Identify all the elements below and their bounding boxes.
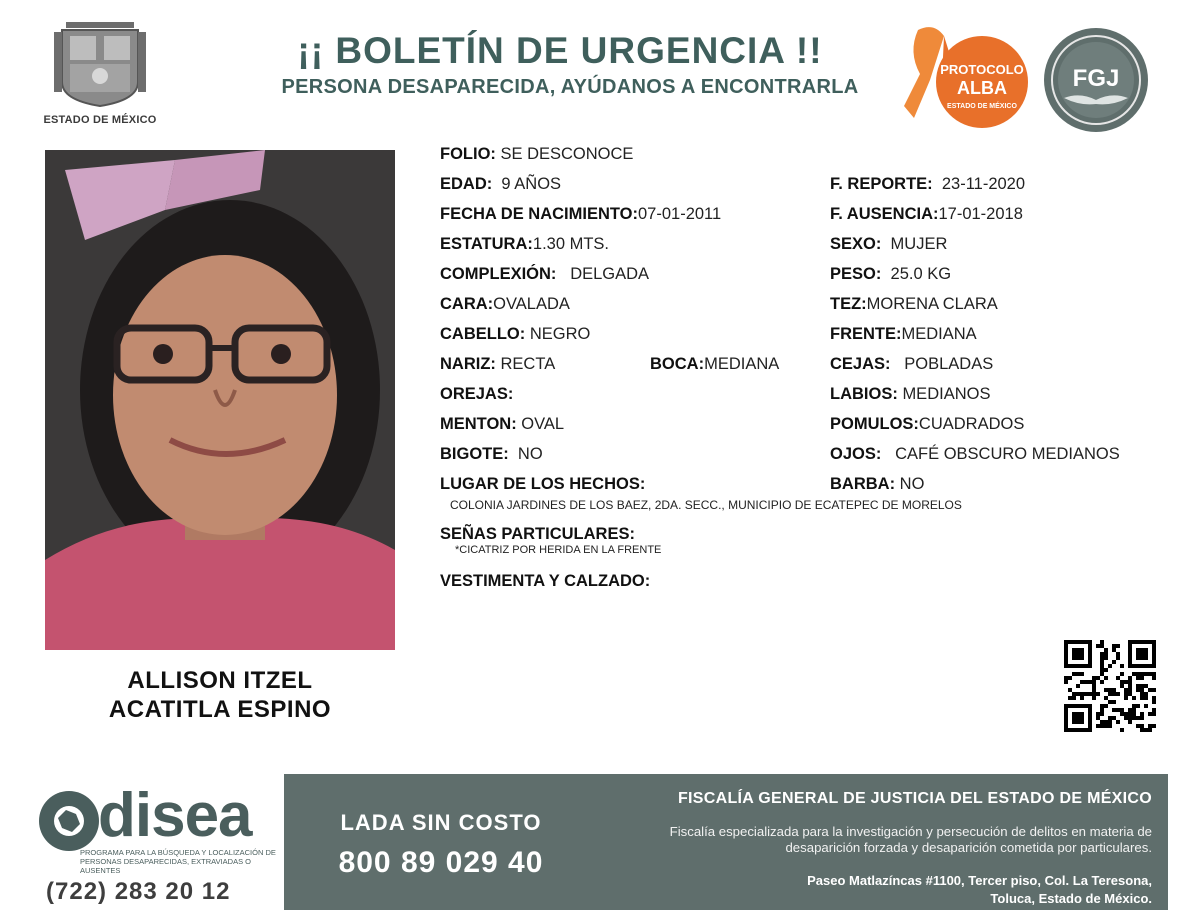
fiscalia-title: FISCALÍA GENERAL DE JUSTICIA DEL ESTADO DE MÉXICO	[677, 790, 1152, 807]
estado-de-mexico-logo	[40, 18, 160, 128]
person-first-names: ALLISON ITZEL	[127, 667, 313, 694]
field-lugar-label: LUGAR DE LOS HECHOS:	[440, 475, 646, 493]
field-f-ausencia: F. AUSENCIA:17-01-2018	[830, 205, 1023, 223]
field-tez: TEZ:MORENA CLARA	[830, 295, 998, 313]
field-fecha-nacimiento: FECHA DE NACIMIENTO:07-01-2011	[440, 205, 722, 223]
svg-text:ESTADO DE MÉXICO: ESTADO DE MÉXICO	[947, 103, 1017, 110]
bulletin-title: ¡¡ BOLETÍN DE URGENCIA !!	[297, 30, 823, 71]
field-nariz: NARIZ: RECTA	[440, 355, 556, 373]
field-f-reporte: F. REPORTE: 23-11-2020	[830, 175, 1026, 193]
person-last-names: ACATITLA ESPINO	[108, 696, 332, 723]
state-label: ESTADO DE MÉXICO	[43, 114, 157, 126]
fiscalia-address	[592, 872, 1152, 908]
footer-bar	[284, 774, 1168, 910]
svg-text:ALBA: ALBA	[957, 78, 1007, 98]
field-boca: BOCA:MEDIANA	[650, 355, 780, 373]
odisea-phone[interactable]: (722) 283 20 12	[46, 878, 231, 905]
fiscalia-description: Fiscalía especializada para la investigación y persecución de delitos en materia de desaparición forzada y desaparición cometida por particulares.	[669, 824, 1152, 855]
field-pomulos: POMULOS:CUADRADOS	[830, 415, 1025, 433]
field-edad: EDAD: 9 AÑOS	[440, 175, 562, 193]
field-ojos: OJOS: CAFÉ OBSCURO MEDIANOS	[830, 445, 1120, 463]
field-bigote: BIGOTE: NO	[440, 445, 543, 463]
address-line-2: Toluca, Estado de México.	[990, 891, 1152, 906]
field-estatura: ESTATURA:1.30 MTS.	[440, 235, 610, 253]
fgj-seal	[1040, 26, 1152, 136]
field-folio: FOLIO: SE DESCONOCE	[440, 145, 634, 163]
field-labios: LABIOS: MEDIANOS	[830, 385, 991, 403]
qr-code[interactable]	[1064, 640, 1156, 732]
coat-of-arms-icon	[40, 18, 160, 110]
toll-free-block	[284, 774, 598, 910]
field-peso: PESO: 25.0 KG	[830, 265, 952, 283]
protocolo-alba-logo	[900, 22, 1030, 132]
address-line-1: Paseo Matlazíncas #1100, Tercer piso, Col. La Teresona,	[807, 873, 1152, 888]
odisea-map-icon	[36, 788, 102, 854]
odisea-description: PROGRAMA PARA LA BÚSQUEDA Y LOCALIZACIÓN DE PERSONAS DESAPARECIDAS, EXTRAVIADAS O AUSENTES	[80, 848, 276, 875]
field-cabello: CABELLO: NEGRO	[440, 325, 591, 343]
lada-phone[interactable]: 800 89 029 40	[338, 846, 544, 879]
field-menton: MENTON: OVAL	[440, 415, 565, 433]
field-orejas: OREJAS:	[440, 385, 514, 403]
lada-label: LADA SIN COSTO	[340, 810, 542, 835]
odisea-logo	[36, 781, 276, 906]
missing-person-photo	[45, 150, 395, 650]
field-complexion: COMPLEXIÓN: DELGADA	[440, 265, 650, 283]
bulletin-subtitle: PERSONA DESAPARECIDA, AYÚDANOS A ENCONTRARLA	[281, 76, 859, 98]
field-vestimenta: VESTIMENTA Y CALZADO:	[440, 572, 651, 590]
svg-text:FGJ: FGJ	[1072, 65, 1120, 92]
field-lugar-value: COLONIA JARDINES DE LOS BAEZ, 2DA. SECC., MUNICIPIO DE ECATEPEC DE MORELOS	[450, 498, 962, 512]
field-cejas: CEJAS: POBLADAS	[830, 355, 994, 373]
odisea-wordmark: disea	[98, 781, 252, 850]
field-cara: CARA:OVALADA	[440, 295, 570, 313]
field-barba: BARBA: NO	[830, 475, 925, 493]
field-frente: FRENTE:MEDIANA	[830, 325, 977, 343]
field-senas-value: *CICATRIZ POR HERIDA EN LA FRENTE	[455, 544, 662, 556]
field-senas-label: SEÑAS PARTICULARES:	[440, 525, 635, 543]
person-name	[45, 666, 395, 724]
field-sexo: SEXO: MUJER	[830, 235, 948, 253]
svg-text:PROTOCOLO: PROTOCOLO	[940, 62, 1024, 77]
